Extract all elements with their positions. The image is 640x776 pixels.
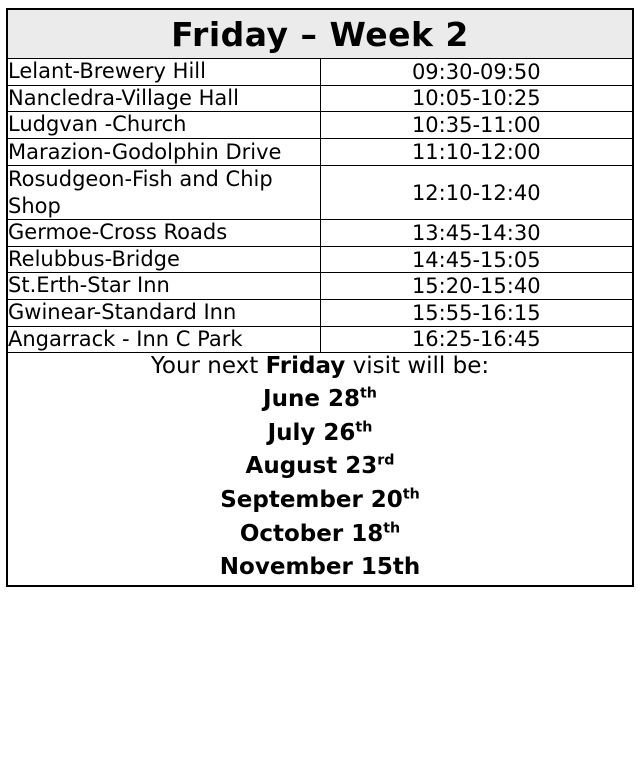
next-visit-date — [8, 551, 632, 585]
schedule-table — [6, 8, 634, 587]
stop-time: 15:55-16:15 — [320, 300, 633, 327]
table-row — [7, 246, 633, 273]
stop-name: Relubbus-Bridge — [7, 246, 320, 273]
next-visit-lead-prefix: Your next — [150, 353, 266, 380]
next-visit-date — [8, 450, 632, 484]
stop-name: Lelant-Brewery Hill — [7, 59, 320, 86]
table-row — [7, 326, 633, 353]
next-visit-date — [8, 383, 632, 417]
next-visit-date-text: June 28 — [263, 386, 360, 413]
stop-time: 16:25-16:45 — [320, 326, 633, 353]
next-visit-day: Friday — [265, 353, 346, 380]
next-visit-date — [8, 484, 632, 518]
table-row — [7, 220, 633, 247]
table-row — [7, 138, 633, 165]
stop-name: Germoe-Cross Roads — [7, 220, 320, 247]
stop-name: St.Erth-Star Inn — [7, 273, 320, 300]
next-visit-date-suffix: th — [383, 519, 401, 536]
table-row — [7, 166, 633, 220]
stop-time: 11:10-12:00 — [320, 138, 633, 165]
stop-name: Marazion-Godolphin Drive — [7, 138, 320, 165]
next-visits-row — [7, 353, 633, 586]
table-row — [7, 59, 633, 86]
next-visit-date-suffix: th — [402, 486, 420, 503]
next-visit-date-suffix: rd — [377, 452, 395, 469]
table-row — [7, 300, 633, 327]
stop-time: 12:10-12:40 — [320, 166, 633, 220]
stop-time: 13:45-14:30 — [320, 220, 633, 247]
next-visit-date-suffix: th — [359, 385, 377, 402]
stop-name: Gwinear-Standard Inn — [7, 300, 320, 327]
next-visits-panel — [7, 353, 633, 586]
next-visit-date-text: August 23 — [245, 453, 378, 480]
next-visit-date-text: September 20 — [220, 486, 403, 513]
next-visit-date-text: July 26 — [267, 419, 356, 446]
next-visit-date-text: October 18 — [239, 520, 384, 547]
stop-time: 15:20-15:40 — [320, 273, 633, 300]
table-row — [7, 273, 633, 300]
next-visit-lead-suffix: visit will be: — [345, 353, 490, 380]
stop-name: Angarrack - Inn C Park — [7, 326, 320, 353]
stop-name: Nancledra-Village Hall — [7, 85, 320, 112]
table-title-row — [7, 9, 633, 59]
table-row — [7, 112, 633, 139]
stop-name: Ludgvan -Church — [7, 112, 320, 139]
next-visit-lead — [8, 353, 632, 379]
page-title: Friday – Week 2 — [7, 9, 633, 59]
next-visit-date — [8, 518, 632, 552]
stop-name: Rosudgeon-Fish and Chip Shop — [7, 166, 320, 220]
table-row — [7, 85, 633, 112]
next-visit-date — [8, 417, 632, 451]
stop-time: 14:45-15:05 — [320, 246, 633, 273]
stop-time: 10:35-11:00 — [320, 112, 633, 139]
next-visit-date-text: November 15th — [219, 554, 421, 581]
next-visit-date-suffix: th — [355, 419, 373, 436]
stop-time: 09:30-09:50 — [320, 59, 633, 86]
stop-time: 10:05-10:25 — [320, 85, 633, 112]
